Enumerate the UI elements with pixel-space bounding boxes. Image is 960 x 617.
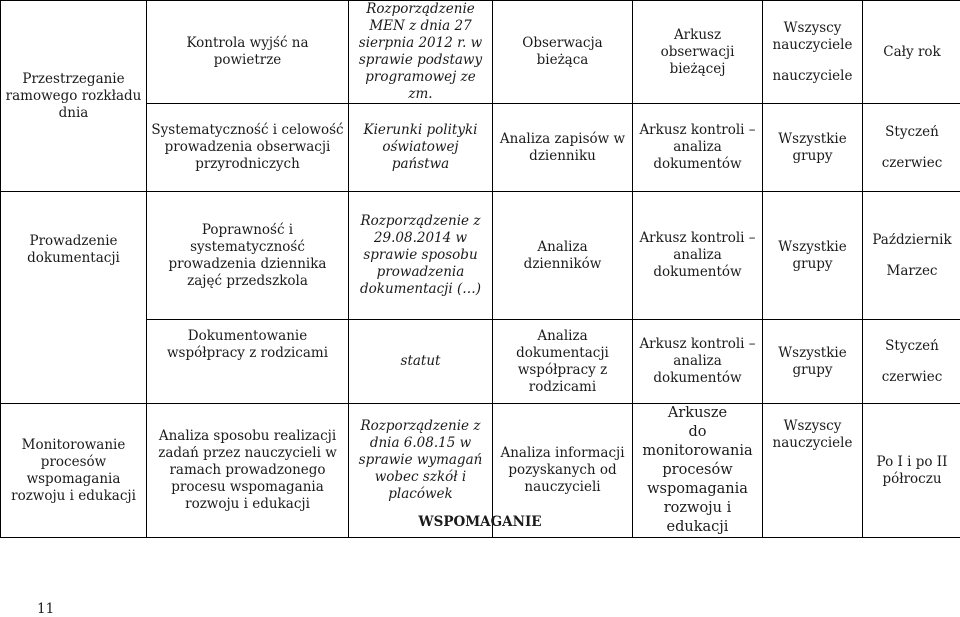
tool-text: do monitorowania procesów wspomagania rozwoju i edukacji (642, 424, 752, 535)
tool-text: Arkusz kontroli – (639, 336, 755, 352)
timing-cell: Cały rok (863, 1, 960, 104)
participants-cell: Wszystkie grupy (763, 192, 863, 320)
area-cell (1, 192, 147, 404)
tool-text: Arkusz kontroli – (639, 230, 755, 246)
tool-text: Arkusze (668, 405, 727, 421)
participants-cell: Wszyscy nauczyciele (763, 404, 863, 538)
timing-cell (863, 104, 960, 192)
method-cell: Analiza dokumentacji współpracy z rodzicami (493, 320, 633, 404)
tool-cell (633, 192, 763, 320)
topic-cell: Kontrola wyjść na powietrze (147, 1, 349, 104)
topic-cell: Poprawność i systematyczność prowadzenia dziennika zajęć przedszkola (147, 192, 349, 320)
tool-cell: Arkusz obserwacji bieżącej (633, 1, 763, 104)
tool-text: analiza dokumentów (653, 353, 741, 386)
tool-text: analiza dokumentów (653, 139, 741, 172)
timing-cell (863, 320, 960, 404)
method-cell: Obserwacja bieżąca (493, 1, 633, 104)
legal-basis-cell: Rozporządzenie MEN z dnia 27 sierpnia 2012 r. w sprawie podstawy programowej ze zm. (349, 1, 493, 104)
participants-cell (763, 1, 863, 104)
legal-basis-text: Rozporządzenie z (361, 213, 481, 229)
timing-text: Marzec (887, 263, 938, 279)
timing-text: czerwiec (882, 369, 943, 385)
area-cell: Monitorowanie procesów wspomagania rozwoju i edukacji (1, 404, 147, 538)
timing-text: Styczeń (885, 124, 939, 140)
tool-text: Arkusz kontroli – (639, 122, 755, 138)
page-number: 11 (37, 601, 54, 617)
section-heading: WSPOMAGANIE (0, 514, 960, 530)
timing-text: Styczeń (885, 338, 939, 354)
tool-cell (633, 320, 763, 404)
area-cell: Przestrzeganie ramowego rozkładu dnia (1, 1, 147, 192)
method-cell: Analiza informacji pozyskanych od nauczycieli (493, 404, 633, 538)
participants-cell: Wszystkie grupy (763, 320, 863, 404)
legal-basis-text: 29.08.2014 w sprawie sposobu prowadzenia dokumentacji (…) (360, 230, 481, 297)
legal-basis-cell: Rozporządzenie z dnia 6.08.15 w sprawie wymagań wobec szkół i placówek (349, 404, 493, 538)
legal-basis-cell: statut (349, 320, 493, 404)
tool-text: analiza dokumentów (653, 247, 741, 280)
legal-basis-cell: Kierunki polityki oświatowej państwa (349, 104, 493, 192)
timing-text: czerwiec (882, 155, 943, 171)
area-text: Prowadzenie dokumentacji (27, 233, 120, 266)
participants-text: Wszyscy nauczyciele (773, 20, 853, 53)
timing-text: Październik (872, 232, 951, 248)
participants-cell: Wszystkie grupy (763, 104, 863, 192)
tool-cell (633, 104, 763, 192)
method-cell: Analiza zapisów w dzienniku (493, 104, 633, 192)
topic-cell: Analiza sposobu realizacji zadań przez nauczycieli w ramach prowadzonego procesu wspomagania rozwoju i edukacji (147, 404, 349, 538)
topic-cell: Systematyczność i celowość prowadzenia obserwacji przyrodniczych (147, 104, 349, 192)
method-cell: Analiza dzienników (493, 192, 633, 320)
topic-cell: Dokumentowanie współpracy z rodzicami (147, 320, 349, 404)
participants-text: nauczyciele (773, 68, 853, 84)
timing-cell: Po I i po II półroczu (863, 404, 960, 538)
timing-cell (863, 192, 960, 320)
legal-basis-cell (349, 192, 493, 320)
